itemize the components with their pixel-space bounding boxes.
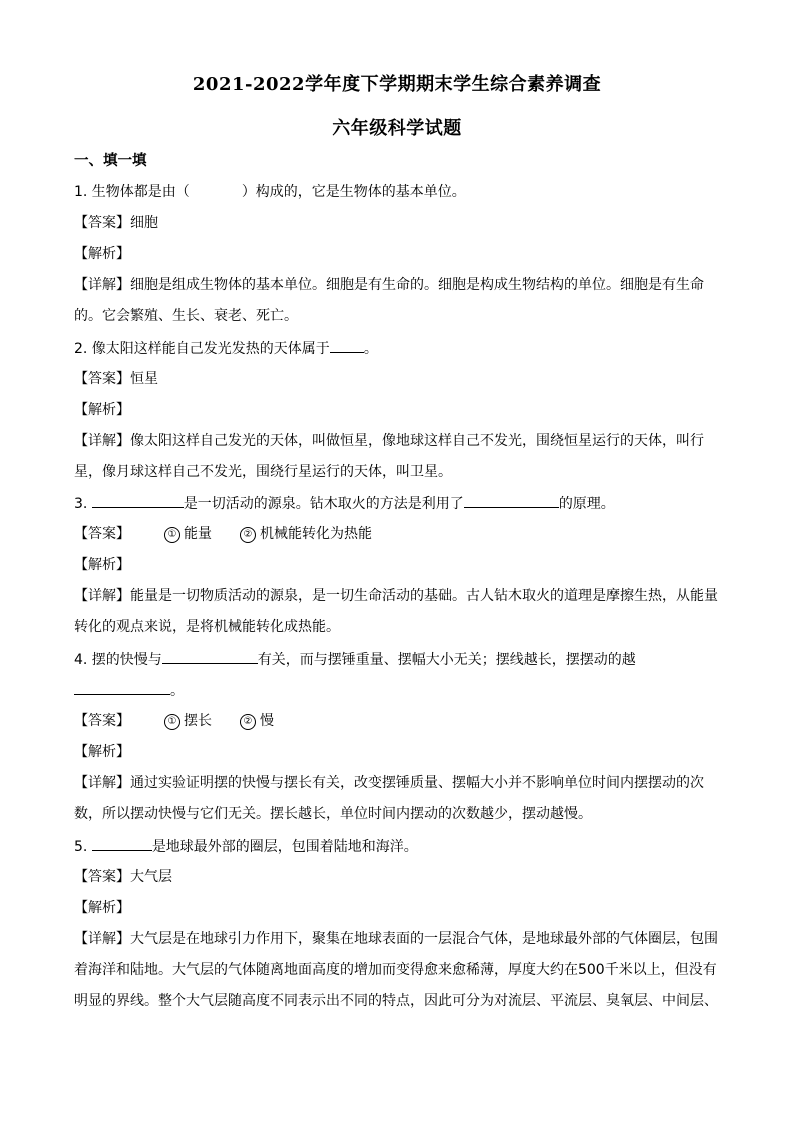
question-4-answer-1: 摆长 — [184, 713, 212, 729]
question-3-detail-line1 — [74, 586, 718, 606]
question-2-blank — [330, 338, 364, 353]
question-1-stem-before: 1. 生物体都是由（ — [74, 184, 190, 200]
question-1-detail-line2: 的。它会繁殖、生长、衰老、死亡。 — [74, 308, 298, 324]
exam-title: 2021-2022学年度下学期期末学生综合素养调查 — [192, 74, 602, 95]
question-4-answer — [74, 711, 274, 731]
question-5-stem-after: 是地球最外部的圈层，包围着陆地和海洋。 — [151, 839, 418, 855]
question-1-detail-line1 — [74, 275, 704, 295]
question-3-answer-2: 机械能转化为热能 — [260, 526, 372, 542]
question-5-detail-line1 — [74, 929, 718, 949]
question-3-detail-line2: 转化的观点来说，是将机械能转化成热能。 — [74, 619, 340, 635]
question-5-answer-text: 大气层 — [130, 869, 172, 885]
question-1-analysis — [74, 244, 130, 264]
question-4-detail-text1: 通过实验证明摆的快慢与摆长有关，改变摆锤质量、摆幅大小并不影响单位时间内摆摆动的次 — [130, 775, 704, 791]
question-3-blank-2 — [464, 493, 559, 508]
analysis-label: 【解析】 — [74, 900, 130, 916]
question-4-analysis — [74, 742, 130, 762]
question-2-answer — [74, 369, 158, 389]
section-title: 一、填一填 — [74, 153, 147, 169]
question-4-blank-1 — [162, 649, 258, 664]
analysis-label: 【解析】 — [74, 557, 130, 573]
question-4-answer-2: 慢 — [260, 713, 274, 729]
question-1-detail-text1: 细胞是组成生物体的基本单位。细胞是有生命的。细胞是构成生物结构的单位。细胞是有生命 — [130, 277, 704, 293]
detail-label: 【详解】 — [74, 588, 130, 604]
question-1 — [74, 182, 466, 202]
question-3-stem-after: 的原理。 — [558, 496, 615, 512]
detail-label: 【详解】 — [74, 433, 130, 449]
answer-label: 【答案】 — [74, 869, 130, 885]
question-2-detail-line1 — [74, 431, 704, 451]
question-2-detail-line2: 星，像月球这样自己不发光，围绕行星运行的天体，叫卫星。 — [74, 464, 452, 480]
detail-label: 【详解】 — [74, 931, 130, 947]
question-2-answer-text: 恒星 — [130, 371, 158, 387]
question-5-detail-text1: 大气层是在地球引力作用下，聚集在地球表面的一层混合气体，是地球最外部的气体圈层，包围 — [130, 931, 718, 947]
question-3-analysis — [74, 555, 130, 575]
question-4-line2 — [74, 680, 184, 701]
question-4-detail-line1 — [74, 773, 704, 793]
circled-number-1: ① — [164, 714, 180, 730]
question-3-answer — [74, 524, 372, 544]
question-3-num: 3. — [74, 496, 88, 512]
detail-label: 【详解】 — [74, 277, 130, 293]
question-2-stem-before: 2. 像太阳这样能自己发光发热的天体属于 — [74, 341, 330, 357]
question-1-stem-after: ）构成的，它是生物体的基本单位。 — [241, 184, 466, 200]
question-5-detail-line2: 着海洋和陆地。大气层的气体随离地面高度的增加而变得愈来愈稀薄，厚度大约在500千米以上，但没有 — [74, 962, 717, 978]
answer-label: 【答案】 — [74, 526, 130, 542]
answer-label: 【答案】 — [74, 371, 130, 387]
detail-label: 【详解】 — [74, 775, 130, 791]
question-4-detail-line2: 数，所以摆动快慢与它们无关。摆长越长，单位时间内摆动的次数越少，摆动越慢。 — [74, 806, 592, 822]
circled-number-1: ① — [164, 527, 180, 543]
question-1-answer-text: 细胞 — [130, 215, 158, 231]
question-5-blank — [92, 836, 152, 851]
question-5-analysis — [74, 898, 130, 918]
question-3-blank-1 — [92, 493, 184, 508]
question-2-detail-text1: 像太阳这样自己发光的天体，叫做恒星，像地球这样自己不发光，围绕恒星运行的天体，叫行 — [130, 433, 704, 449]
question-4-stem-mid: 有关，而与摆锤重量、摆幅大小无关；摆线越长，摆摆动的越 — [257, 652, 636, 668]
question-5-num: 5. — [74, 839, 88, 855]
question-4 — [74, 649, 636, 670]
question-3-detail-text1: 能量是一切物质活动的源泉，是一切生命活动的基础。古人钻木取火的道理是摩擦生热，从能量 — [130, 588, 718, 604]
question-2 — [74, 338, 378, 359]
exam-subtitle: 六年级科学试题 — [332, 118, 462, 139]
analysis-label: 【解析】 — [74, 246, 130, 262]
question-2-stem-after: 。 — [363, 341, 378, 357]
circled-number-2: ② — [240, 527, 256, 543]
circled-number-2: ② — [240, 714, 256, 730]
question-3-answer-1: 能量 — [184, 526, 212, 542]
analysis-label: 【解析】 — [74, 744, 130, 760]
answer-label: 【答案】 — [74, 215, 130, 231]
question-3 — [74, 493, 615, 514]
question-5 — [74, 836, 418, 857]
question-2-analysis — [74, 400, 130, 420]
question-4-stem-before: 4. 摆的快慢与 — [74, 652, 162, 668]
question-5-detail-line3: 明显的界线。整个大气层随高度不同表示出不同的特点，因此可分为对流层、平流层、臭氧层、中间层、 — [74, 993, 718, 1009]
question-4-stem-after: 。 — [170, 683, 184, 699]
question-1-answer — [74, 213, 158, 233]
question-5-answer — [74, 867, 172, 887]
question-3-stem-mid: 是一切活动的源泉。钻木取火的方法是利用了 — [183, 496, 464, 512]
answer-label: 【答案】 — [74, 713, 130, 729]
analysis-label: 【解析】 — [74, 402, 130, 418]
question-4-blank-2 — [74, 680, 170, 695]
